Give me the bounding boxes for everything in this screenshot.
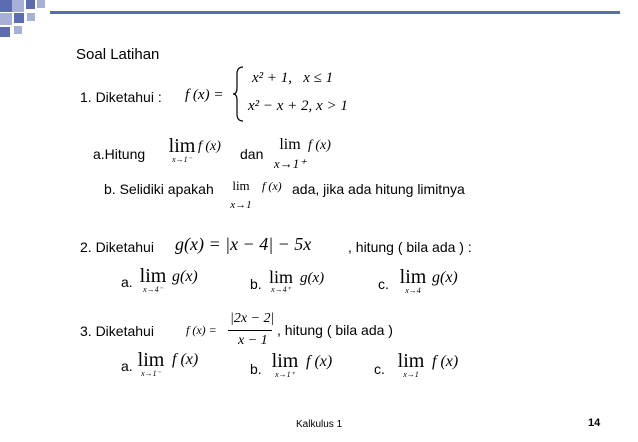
q1b-text: ada, jika ada hitung limitnya — [292, 181, 465, 197]
q1-function-lhs: f (x) = — [185, 87, 224, 103]
q1a-expr-left: f (x) — [198, 139, 221, 154]
lim-word: lim — [137, 349, 165, 371]
lim-subscript: x→1⁻ — [172, 155, 192, 164]
lim-word: lim — [399, 266, 427, 288]
q2-suffix: , hitung ( bila ada ) : — [348, 239, 472, 255]
q3-label: 3. Diketahui — [80, 323, 154, 339]
lim-word: lim — [232, 178, 250, 193]
q3-numerator: |2x − 2| — [230, 311, 275, 326]
piecewise-case-2: x² − x + 2, x > 1 — [248, 98, 348, 114]
q1a-conj: dan — [240, 146, 264, 162]
q2-label: 2. Diketahui — [80, 239, 154, 255]
lim-word: lim — [268, 267, 293, 287]
lim-subscript: x→1⁺ — [275, 370, 295, 379]
q1-label: 1. Diketahui : — [80, 89, 162, 105]
q2a-marker: a. — [121, 274, 133, 290]
q1a-limit-right — [268, 137, 312, 170]
q2c-expr: g(x) — [432, 269, 458, 286]
q2b-expr: g(x) — [300, 270, 325, 286]
q3a-marker: a. — [121, 358, 133, 374]
lim-word: lim — [139, 265, 167, 287]
q3c-expr: f (x) — [432, 353, 459, 370]
q1a-limit-left — [162, 136, 202, 164]
q3-denominator: x − 1 — [238, 333, 268, 348]
lim-word: lim — [168, 135, 196, 157]
q3a-limit — [134, 350, 168, 378]
page-number: 14 — [588, 417, 601, 429]
slide-title: Soal Latihan — [76, 46, 160, 63]
q3-fraction-bar — [228, 330, 272, 331]
lim-subscript: x→4 — [405, 286, 421, 295]
q3c-marker: c. — [374, 361, 385, 377]
lim-subscript: x→1 — [230, 199, 252, 211]
q3b-limit — [268, 351, 302, 379]
q3b-expr: f (x) — [306, 353, 333, 370]
q3c-limit — [394, 351, 428, 379]
lim-subscript: x→4⁻ — [143, 285, 163, 294]
q2a-expr: g(x) — [172, 268, 198, 285]
lim-word: lim — [279, 136, 301, 153]
q3a-expr: f (x) — [172, 351, 199, 368]
q3b-marker: b. — [250, 361, 262, 377]
q2b-limit — [264, 268, 298, 294]
piecewise-case-1: x² + 1, x ≤ 1 — [252, 70, 334, 86]
lim-word: lim — [397, 350, 425, 372]
q2a-limit — [136, 266, 170, 294]
q1b-limit — [225, 179, 257, 211]
q2c-marker: c. — [378, 276, 389, 292]
q3-function-lhs: f (x) = — [186, 323, 217, 337]
lim-subscript: x→1⁻ — [141, 369, 161, 378]
q2b-marker: b. — [250, 276, 262, 292]
q2-formula: g(x) = |x − 4| − 5x — [175, 234, 312, 254]
piecewise-brace — [232, 66, 246, 122]
q1a-expr-right: f (x) — [308, 138, 331, 153]
q1b-expr: f (x) — [262, 179, 282, 193]
q1a-label: a.Hitung — [93, 146, 146, 162]
footer-text: Kalkulus 1 — [296, 419, 343, 430]
lim-subscript: x→1⁺ — [273, 156, 307, 171]
q2c-limit — [396, 267, 430, 295]
lim-word: lim — [271, 350, 299, 372]
lim-subscript: x→1 — [403, 370, 419, 379]
lim-subscript: x→4⁺ — [271, 285, 291, 294]
header-rule — [50, 11, 620, 14]
q3-suffix: , hitung ( bila ada ) — [277, 322, 393, 338]
q1b-label: b. Selidiki apakah — [104, 181, 214, 197]
